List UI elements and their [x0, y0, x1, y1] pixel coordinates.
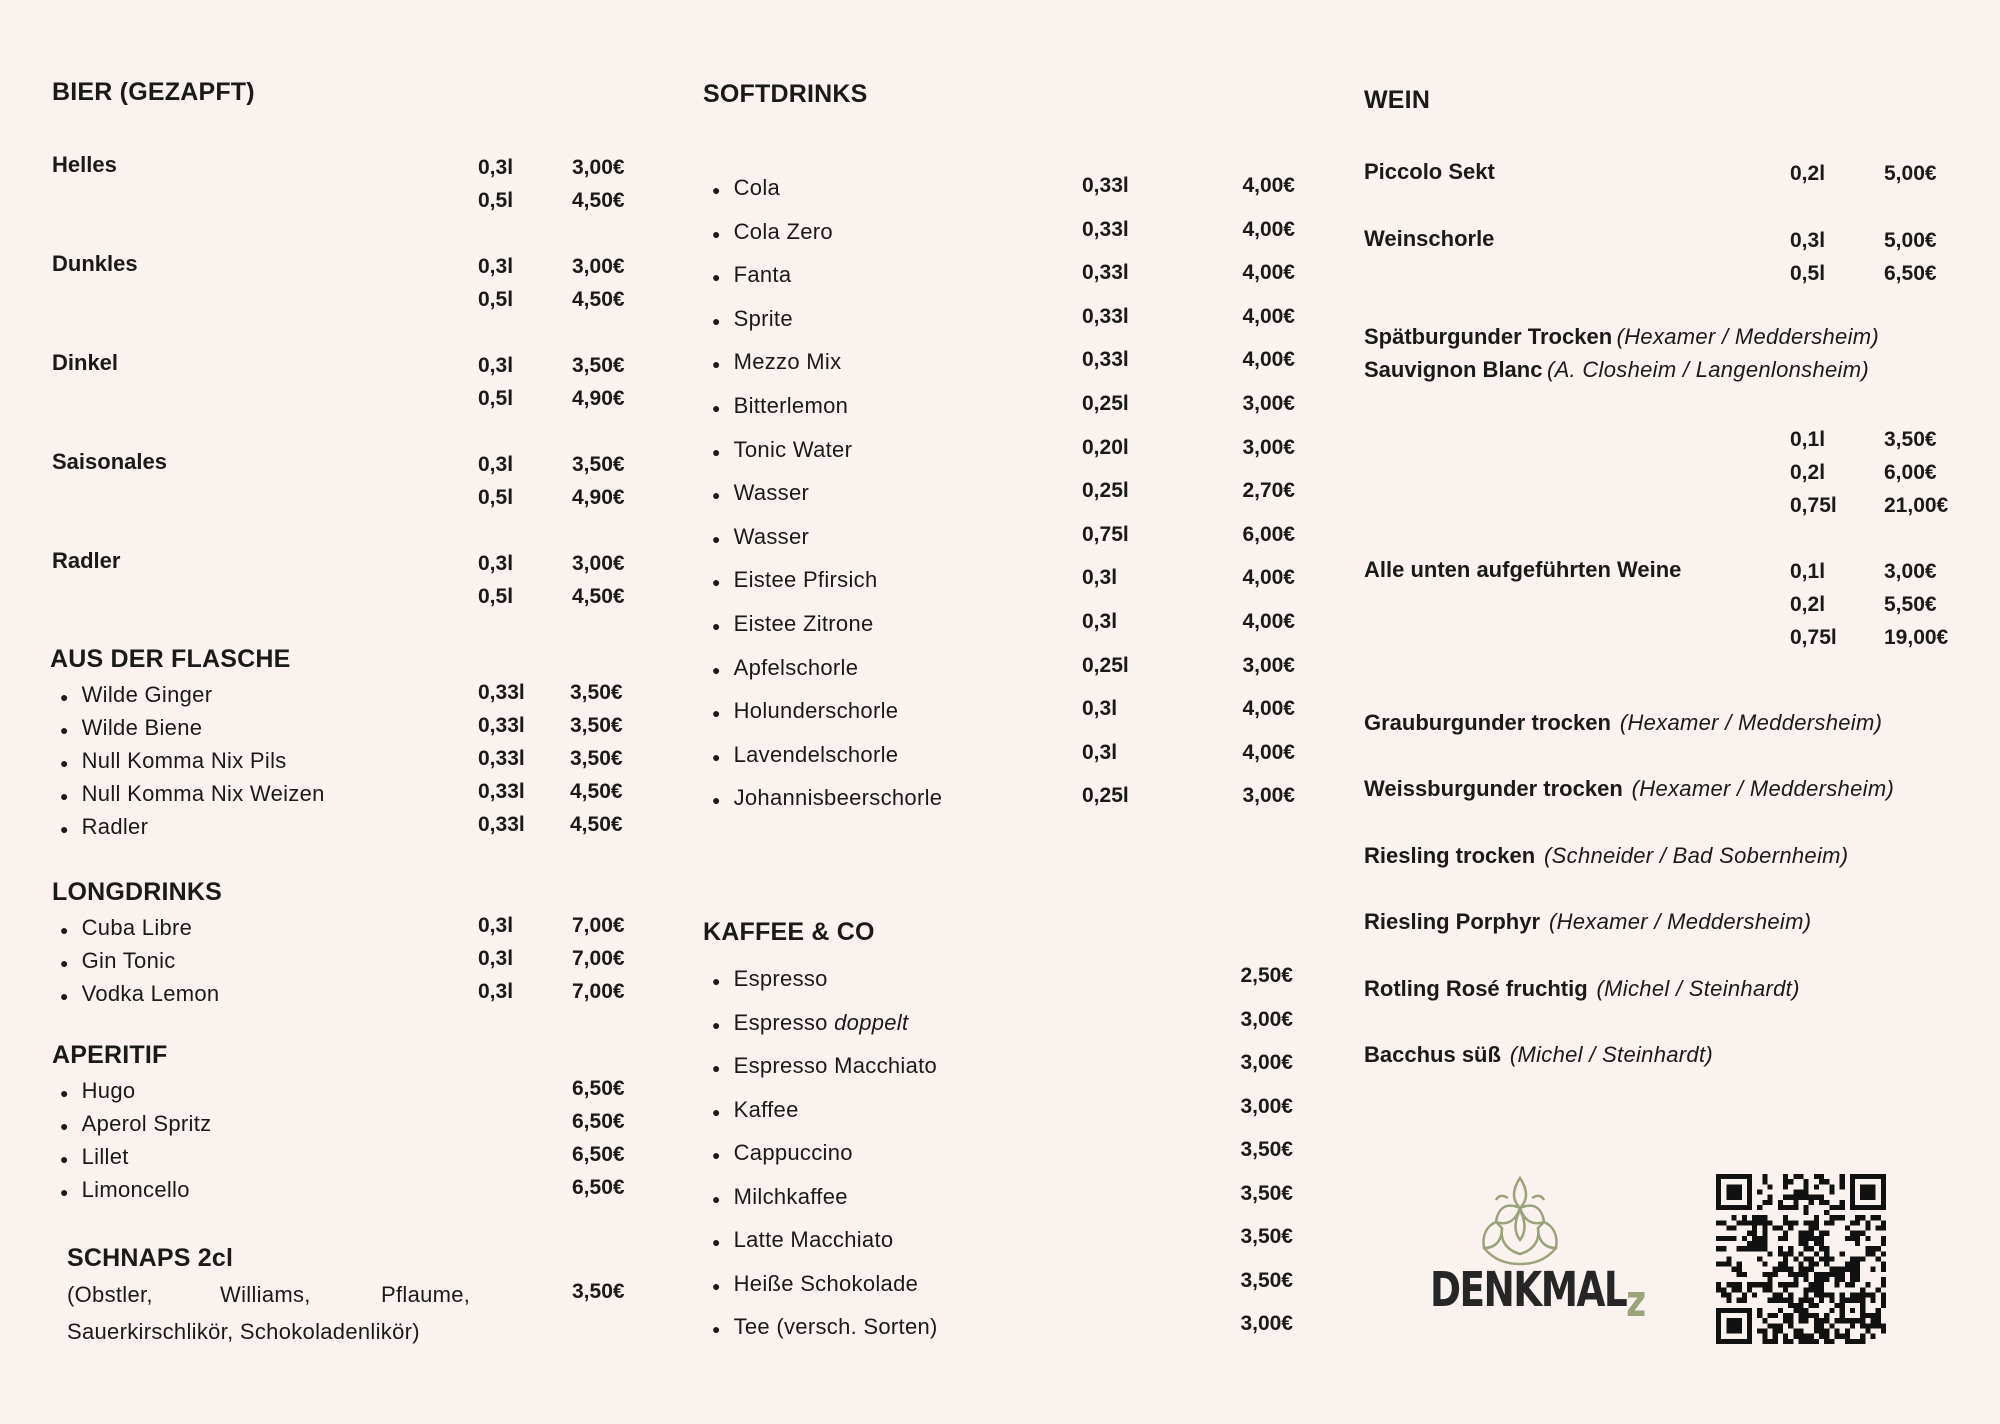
item-size: 0,25l — [1082, 392, 1129, 415]
item-name: Apfelschorle — [733, 654, 859, 680]
list-item — [60, 915, 192, 941]
schnaps-word: (Obstler, — [67, 1282, 153, 1307]
item-price: 3,50€ — [1240, 1181, 1293, 1205]
bullet-icon: ● — [712, 705, 721, 722]
weinschorle-size: 0,5l — [1790, 262, 1826, 285]
bullet-icon: ● — [60, 988, 69, 1004]
weinschorle-size: 0,3l — [1790, 229, 1826, 252]
wine-name: Spätburgunder Trocken — [1364, 324, 1613, 349]
item-name: Kaffee — [733, 1096, 799, 1122]
item-name: Gin Tonic — [81, 948, 176, 973]
item-name: Espresso Macchiato — [733, 1053, 938, 1078]
item-price: 2,70€ — [1242, 479, 1295, 503]
piccolo-price: 5,00€ — [1884, 162, 1937, 185]
bier-price: 3,00€ — [572, 552, 625, 575]
item-price: 6,00€ — [1242, 522, 1295, 546]
item-price: 6,50€ — [572, 1143, 625, 1166]
aperitif-heading: APERITIF — [52, 1041, 168, 1069]
item-price: 3,00€ — [1240, 1007, 1293, 1031]
item-size: 0,3l — [1082, 610, 1118, 633]
item-size: 0,3l — [478, 980, 514, 1003]
item-size: 0,33l — [1082, 304, 1129, 328]
bullet-icon: ● — [712, 1190, 721, 1207]
wine-origin: (Hexamer / Meddersheim) — [1619, 710, 1883, 735]
item-price: 6,50€ — [572, 1176, 625, 1199]
list-item — [60, 981, 219, 1007]
bullet-icon: ● — [712, 356, 721, 373]
item-price: 4,00€ — [1242, 304, 1295, 328]
bier-item-name: Helles — [52, 152, 117, 177]
longdrinks-heading: LONGDRINKS — [52, 878, 223, 906]
item-price: 4,50€ — [570, 780, 623, 803]
list-item — [712, 1271, 918, 1297]
item-name: Espresso — [733, 966, 828, 991]
item-price: 6,50€ — [572, 1110, 625, 1133]
wine-size: 0,75l — [1790, 626, 1837, 649]
item-name: Aperol Spritz — [81, 1111, 212, 1136]
list-item — [60, 1177, 190, 1203]
wine-line — [1364, 324, 1879, 350]
wine-price: 5,50€ — [1884, 593, 1937, 616]
item-price: 4,00€ — [1242, 610, 1295, 633]
bier-price: 3,50€ — [572, 354, 625, 377]
bier-heading: BIER (GEZAPFT) — [52, 78, 255, 106]
wine-name: Riesling Porphyr — [1364, 909, 1541, 935]
item-price: 3,00€ — [1240, 1312, 1293, 1335]
item-price: 4,00€ — [1242, 261, 1295, 285]
list-item — [712, 349, 841, 375]
bullet-icon: ● — [712, 269, 721, 286]
list-item — [712, 393, 848, 419]
weinschorle-name: Weinschorle — [1364, 226, 1495, 251]
bier-size: 0,5l — [478, 387, 514, 410]
item-price: 3,00€ — [1240, 1094, 1293, 1118]
item-name: Fanta — [733, 262, 792, 288]
item-price: 4,00€ — [1242, 348, 1295, 372]
list-item — [712, 611, 874, 637]
bier-size: 0,3l — [478, 453, 514, 476]
wine-line — [1364, 710, 1882, 736]
item-price: 3,00€ — [1242, 784, 1295, 808]
item-price: 3,00€ — [1242, 435, 1295, 459]
bullet-icon: ● — [60, 689, 69, 705]
item-name: Latte Macchiato — [733, 1227, 894, 1252]
list-item — [712, 480, 809, 506]
item-price: 6,50€ — [572, 1077, 625, 1100]
bullet-icon: ● — [712, 1321, 721, 1337]
item-name: Radler — [81, 814, 149, 839]
item-size: 0,25l — [1082, 653, 1129, 677]
list-item — [712, 742, 898, 768]
bullet-icon: ● — [712, 1060, 721, 1076]
bullet-icon: ● — [712, 792, 721, 809]
bier-item-name: Dinkel — [52, 350, 119, 375]
item-name: Cola — [733, 175, 781, 200]
list-item — [60, 781, 325, 807]
wine-name: Riesling trocken — [1364, 842, 1536, 868]
bier-item-name: Radler — [52, 548, 121, 573]
bullet-icon: ● — [60, 821, 69, 837]
item-price: 4,50€ — [570, 813, 623, 836]
bullet-icon: ● — [712, 1147, 721, 1163]
list-item — [712, 698, 898, 724]
item-name: Null Komma Nix Pils — [81, 748, 287, 773]
wine-name: Grauburgunder trocken — [1364, 710, 1611, 735]
wine-origin: (Hexamer / Meddersheim) — [1631, 776, 1895, 802]
bullet-icon: ● — [712, 530, 721, 547]
item-size: 0,33l — [1082, 348, 1129, 372]
schnaps-word: Williams, — [220, 1282, 311, 1307]
item-price: 3,50€ — [570, 714, 623, 737]
item-size: 0,25l — [1082, 479, 1129, 503]
alle-weine-label: Alle unten aufgeführten Weine — [1364, 557, 1682, 582]
piccolo-name: Piccolo Sekt — [1364, 159, 1495, 184]
wein-heading: WEIN — [1364, 86, 1431, 114]
item-variant: doppelt — [834, 1009, 909, 1035]
item-size: 0,33l — [478, 681, 525, 704]
item-name: Eistee Pfirsich — [733, 567, 878, 593]
list-item — [712, 785, 942, 811]
bier-size: 0,5l — [478, 189, 514, 212]
item-price: 3,00€ — [1240, 1051, 1293, 1074]
item-name: Espresso — [733, 1009, 828, 1035]
wine-name: Sauvignon Blanc — [1364, 357, 1543, 382]
item-name: Null Komma Nix Weizen — [81, 781, 325, 806]
bier-item-name: Dunkles — [52, 251, 138, 276]
list-item — [712, 1140, 853, 1166]
item-name: Holunderschorle — [733, 698, 899, 724]
wine-size: 0,75l — [1790, 494, 1837, 517]
wine-origin: (A. Closheim / Langenlonsheim) — [1546, 357, 1869, 382]
item-size: 0,33l — [478, 780, 525, 803]
item-size: 0,33l — [1082, 261, 1129, 285]
bullet-icon: ● — [712, 618, 721, 634]
list-item — [60, 1111, 211, 1137]
list-item — [60, 715, 202, 741]
wine-price: 6,00€ — [1884, 461, 1937, 484]
list-item — [60, 1144, 129, 1170]
item-name: Lavendelschorle — [733, 741, 899, 767]
item-price: 3,50€ — [570, 681, 623, 704]
item-size: 0,75l — [1082, 522, 1129, 546]
bullet-icon: ● — [712, 661, 721, 678]
bier-size: 0,3l — [478, 552, 514, 575]
item-size: 0,3l — [1082, 697, 1118, 721]
item-size: 0,33l — [1082, 217, 1129, 241]
item-name: Eistee Zitrone — [733, 611, 874, 636]
list-item — [712, 262, 791, 288]
bier-price: 4,50€ — [572, 189, 625, 212]
schnaps-line: Sauerkirschlikör, Schokoladenlikör) — [67, 1319, 420, 1344]
wine-origin: (Schneider / Bad Sobernheim) — [1544, 842, 1849, 868]
item-size: 0,3l — [1082, 566, 1118, 590]
bullet-icon: ● — [60, 922, 69, 938]
item-price: 4,00€ — [1242, 740, 1295, 764]
item-size: 0,33l — [478, 747, 525, 770]
bullet-icon: ● — [712, 225, 721, 242]
item-price: 4,00€ — [1242, 217, 1295, 241]
item-price: 7,00€ — [572, 914, 625, 937]
list-item — [712, 219, 833, 245]
item-size: 0,3l — [1082, 740, 1118, 764]
item-price: 3,50€ — [1240, 1138, 1293, 1161]
wine-name: Rotling Rosé fruchtig — [1364, 975, 1588, 1001]
bullet-icon: ● — [60, 722, 69, 738]
bier-item-name: Saisonales — [52, 449, 167, 474]
bier-price: 4,90€ — [572, 387, 625, 410]
logo-text — [1430, 1262, 1645, 1327]
bier-price: 3,00€ — [572, 255, 625, 278]
item-price: 2,50€ — [1240, 964, 1293, 987]
item-size: 0,33l — [478, 813, 525, 836]
list-item — [60, 682, 212, 708]
bullet-icon: ● — [60, 955, 69, 971]
list-item — [712, 1227, 893, 1253]
bullet-icon: ● — [60, 755, 69, 771]
item-name: Wilde Ginger — [81, 682, 213, 707]
bullet-icon: ● — [712, 1103, 721, 1120]
item-price: 3,00€ — [1242, 392, 1295, 415]
kaffee-heading: KAFFEE & CO — [703, 918, 875, 946]
list-item — [712, 175, 780, 201]
item-name: Johannisbeerschorle — [733, 785, 943, 811]
item-size: 0,20l — [1082, 435, 1129, 459]
bullet-icon: ● — [712, 400, 721, 416]
bullet-icon: ● — [712, 1277, 721, 1294]
wine-origin: (Michel / Steinhardt) — [1509, 1042, 1713, 1067]
list-item — [712, 1314, 938, 1340]
list-item — [60, 748, 287, 774]
bier-size: 0,3l — [478, 156, 514, 179]
item-name: Cuba Libre — [81, 915, 193, 940]
schnaps-word: Pflaume, — [381, 1282, 471, 1307]
schnaps-heading: SCHNAPS 2cl — [67, 1244, 234, 1272]
item-name: Lillet — [81, 1144, 129, 1169]
item-price: 3,00€ — [1242, 653, 1295, 677]
item-name: Limoncello — [81, 1177, 190, 1202]
item-price: 7,00€ — [572, 947, 625, 970]
item-name: Cola Zero — [733, 218, 833, 244]
item-name: Milchkaffee — [733, 1183, 848, 1209]
wine-price: 19,00€ — [1884, 626, 1949, 649]
wine-line — [1364, 776, 1894, 802]
bier-price: 3,00€ — [572, 156, 625, 179]
item-name: Heiße Schokolade — [733, 1270, 919, 1296]
list-item — [712, 524, 809, 550]
wine-line — [1364, 976, 1800, 1002]
item-price: 4,00€ — [1242, 697, 1295, 721]
list-item — [712, 966, 828, 992]
wine-name: Bacchus süß — [1364, 1042, 1501, 1067]
item-name: Tonic Water — [733, 436, 853, 462]
list-item — [712, 1053, 937, 1079]
list-item — [60, 948, 176, 974]
bullet-icon: ● — [712, 487, 721, 504]
wine-size: 0,2l — [1790, 593, 1826, 616]
wine-origin: (Hexamer / Meddersheim) — [1548, 909, 1812, 935]
wine-size: 0,1l — [1790, 560, 1826, 583]
wine-origin: (Michel / Steinhardt) — [1596, 975, 1800, 1001]
wine-line — [1364, 843, 1848, 869]
item-size: 0,33l — [478, 714, 525, 737]
logo-sub-text: z — [1626, 1276, 1645, 1327]
bier-size: 0,3l — [478, 354, 514, 377]
item-size: 0,33l — [1082, 174, 1129, 197]
list-item — [60, 814, 148, 840]
item-price: 4,00€ — [1242, 566, 1295, 590]
list-item — [712, 437, 852, 463]
bier-price: 4,50€ — [572, 585, 625, 608]
bullet-icon: ● — [712, 182, 721, 198]
wine-line — [1364, 357, 1869, 383]
list-item — [712, 567, 877, 593]
wine-origin: (Hexamer / Meddersheim) — [1616, 324, 1880, 349]
piccolo-size: 0,2l — [1790, 162, 1826, 185]
bier-price: 3,50€ — [572, 453, 625, 476]
bullet-icon: ● — [712, 574, 721, 591]
wine-size: 0,1l — [1790, 428, 1826, 451]
bullet-icon: ● — [712, 1016, 721, 1033]
list-item — [712, 1097, 799, 1123]
bullet-icon: ● — [712, 312, 721, 329]
bullet-icon: ● — [712, 748, 721, 765]
bier-size: 0,5l — [478, 585, 514, 608]
artichoke-icon — [1420, 1170, 1620, 1270]
bullet-icon: ● — [60, 788, 69, 804]
item-name: Tee (versch. Sorten) — [733, 1314, 938, 1339]
bullet-icon: ● — [60, 1085, 69, 1101]
wine-size: 0,2l — [1790, 461, 1826, 484]
list-item — [712, 1010, 908, 1036]
wine-price: 3,00€ — [1884, 560, 1937, 583]
bullet-icon: ● — [60, 1151, 69, 1167]
bier-size: 0,5l — [478, 486, 514, 509]
list-item — [712, 306, 793, 332]
item-name: Wasser — [733, 523, 810, 549]
item-size: 0,25l — [1082, 784, 1129, 808]
qr-code-icon — [1716, 1174, 1886, 1344]
wine-price: 3,50€ — [1884, 428, 1937, 451]
bullet-icon: ● — [712, 973, 721, 989]
wine-price: 21,00€ — [1884, 494, 1949, 517]
item-price: 3,50€ — [570, 747, 623, 770]
item-name: Hugo — [81, 1078, 136, 1103]
logo-main-text: DENKMAL — [1430, 1262, 1627, 1318]
wine-name: Weissburgunder trocken — [1364, 776, 1623, 802]
bier-size: 0,3l — [478, 255, 514, 278]
item-price: 3,50€ — [1240, 1268, 1293, 1292]
item-name: Wasser — [733, 480, 810, 506]
item-name: Vodka Lemon — [81, 981, 220, 1006]
bier-price: 4,90€ — [572, 486, 625, 509]
list-item — [712, 655, 858, 681]
bullet-icon: ● — [60, 1118, 69, 1134]
item-name: Bitterlemon — [733, 393, 849, 418]
bullet-icon: ● — [712, 443, 721, 460]
item-price: 3,50€ — [1240, 1225, 1293, 1248]
item-price: 4,00€ — [1242, 174, 1295, 197]
bullet-icon: ● — [60, 1184, 69, 1200]
denkmalz-logo — [1420, 1170, 1645, 1340]
item-name: Sprite — [733, 305, 793, 331]
item-size: 0,3l — [478, 947, 514, 970]
weinschorle-price: 6,50€ — [1884, 262, 1937, 285]
item-name: Cappuccino — [733, 1140, 853, 1165]
weinschorle-price: 5,00€ — [1884, 229, 1937, 252]
item-name: Mezzo Mix — [733, 349, 842, 375]
schnaps-price: 3,50€ — [572, 1280, 625, 1303]
wine-line — [1364, 1042, 1713, 1068]
bier-price: 4,50€ — [572, 288, 625, 311]
list-item — [60, 1078, 135, 1104]
wine-line — [1364, 909, 1811, 935]
item-price: 7,00€ — [572, 980, 625, 1003]
list-item — [712, 1184, 848, 1210]
softdrinks-heading: SOFTDRINKS — [703, 80, 868, 108]
bier-size: 0,5l — [478, 288, 514, 311]
bullet-icon: ● — [712, 1234, 721, 1250]
item-name: Wilde Biene — [81, 715, 203, 740]
item-size: 0,3l — [478, 914, 514, 937]
flasche-heading: AUS DER FLASCHE — [50, 645, 291, 673]
